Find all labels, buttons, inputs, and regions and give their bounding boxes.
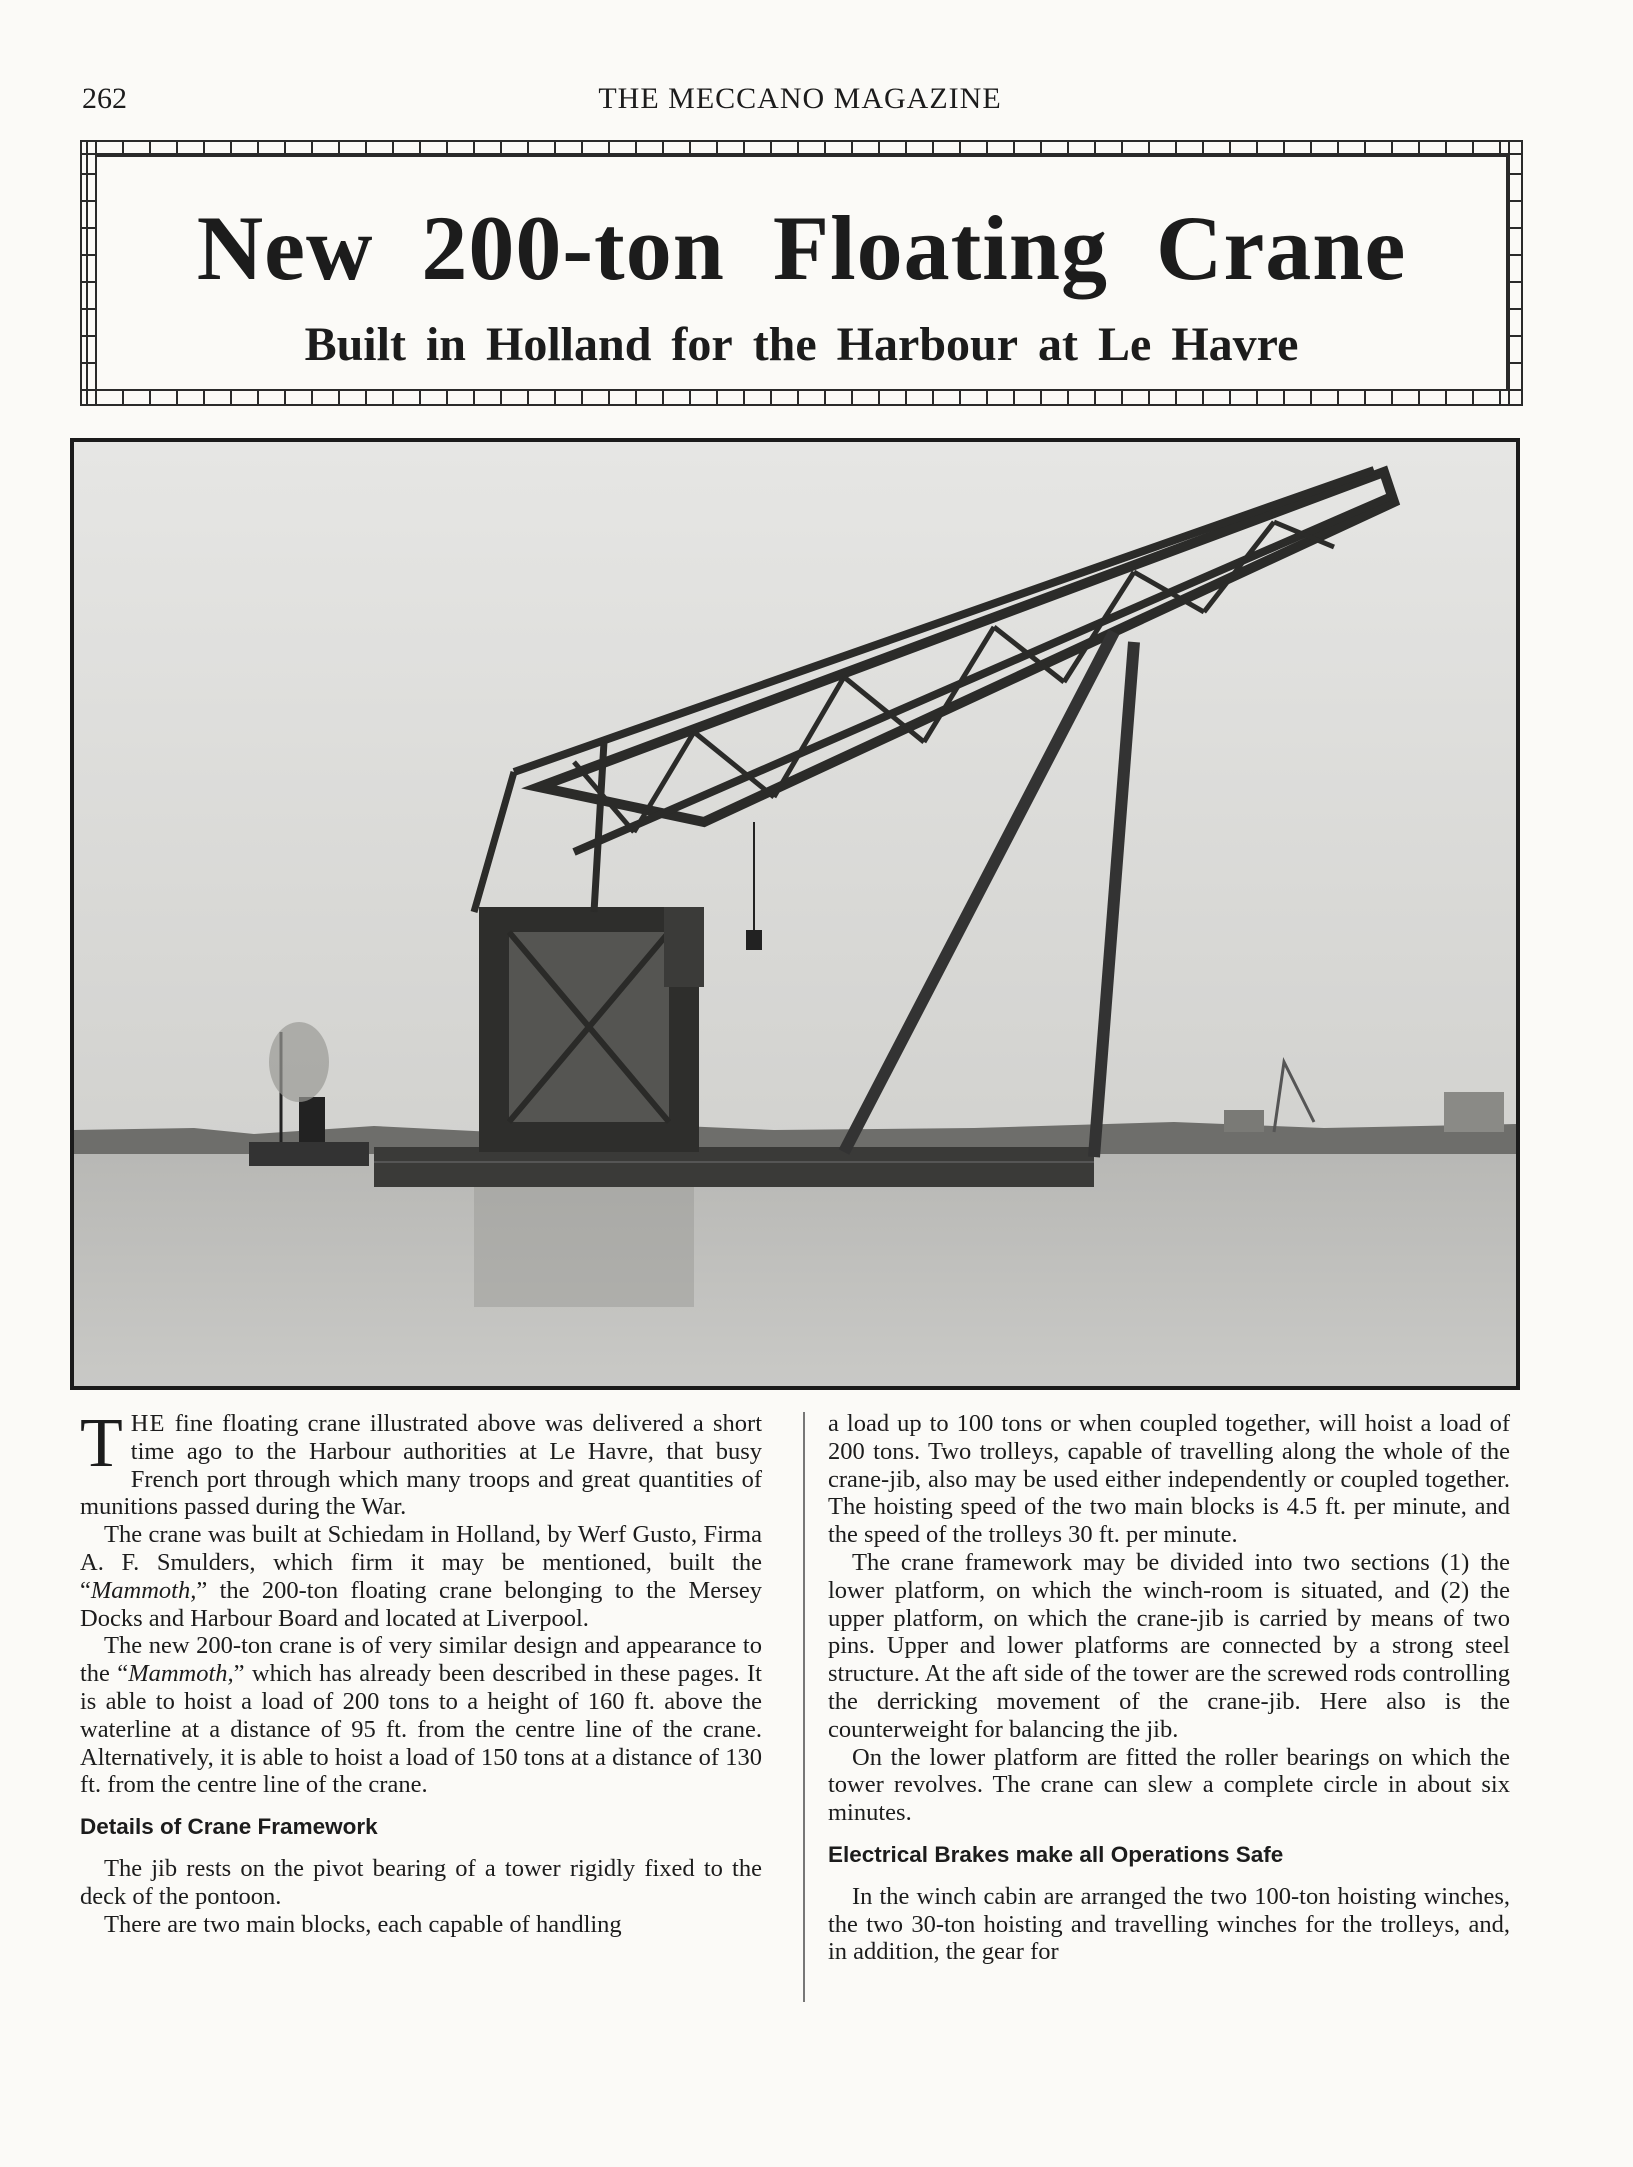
ship-name: Mammoth,: [90, 1576, 197, 1604]
running-head: [80, 82, 1520, 122]
subtitle-word: Built: [304, 318, 406, 371]
title-box: [80, 140, 1523, 406]
column-divider: [803, 1412, 805, 2002]
page-number: 262: [82, 82, 127, 115]
subtitle-word: Le: [1098, 318, 1152, 371]
subtitle-word: for: [671, 318, 733, 371]
title-word: New: [196, 197, 374, 299]
article-column-left: [80, 1405, 762, 1938]
crane-photo-image: [74, 442, 1516, 1386]
article-column-right: [828, 1410, 1510, 1966]
subtitle-word: in: [425, 318, 466, 371]
paragraph: a load up to 100 tons or when coupled together, will hoist a load of 200 tons. Two trolleys, capable of travelling along the whole of the crane-jib, also may be used either independently or coupled together. The hoisting speed of the two main blocks is 4.5 ft. per minute, and the speed of the trolleys 30 ft. per minute.: [828, 1410, 1510, 1549]
first-word: HE: [130, 1410, 166, 1437]
paragraph: The crane framework may be divided into two sections (1) the lower platform, on which the winch-room is situated, and (2) the upper platform, on which the crane-jib is carried by means of two pins. Upper and lower platforms are connected by a strong steel structure. At the aft side of the tower are the screwed rods controlling the derricking movement of the crane-jib. Here also is the counterweight for balancing the jib.: [828, 1548, 1510, 1743]
paragraph-text: fine floating crane illustrated above was delivered a short time ago to the Harbour authorities at Le Havre, that busy French port through which many troops and great quantities of munitions passed during the War.: [80, 1410, 762, 1521]
title-panel: [95, 155, 1508, 391]
paragraph-text: The crane was built at Schiedam in Holland, by Werf Gusto, Firma A. F. Smulders, which firm it may be mentioned, built the “: [80, 1521, 762, 1604]
section-heading: Details of Crane Framework: [80, 1814, 378, 1840]
paragraph-text: The new 200-ton crane is of very similar design and appearance to the “: [80, 1632, 762, 1688]
subtitle-word: Harbour: [836, 318, 1019, 371]
title-word: Floating: [772, 197, 1108, 299]
article-title: [97, 195, 1506, 301]
title-word: 200-ton: [421, 197, 725, 299]
section-heading: Electrical Brakes make all Operations Safe: [828, 1841, 1284, 1867]
drop-cap: T: [80, 1405, 123, 1482]
paragraph-text: ” the 200-ton floating crane belonging to the Mersey Docks and Harbour Board and located at Liverpool.: [80, 1576, 762, 1632]
title-word: Crane: [1156, 197, 1407, 299]
paragraph: On the lower platform are fitted the roller bearings on which the tower revolves. The crane can slew a complete circle in about six minutes.: [828, 1743, 1510, 1827]
paragraph-text: ” which has already been described in these pages. It is able to hoist a load of 200 tons to a height of 160 ft. above the waterline at a distance of 95 ft. from the centre line of the crane. Alternatively, it is able to hoist a load of 150 tons at a distance of 130 ft. from the centre line of the crane.: [80, 1660, 762, 1799]
ship-name: Mammoth,: [128, 1660, 234, 1688]
subtitle-word: Holland: [485, 318, 652, 371]
article-subtitle: [97, 317, 1506, 372]
paragraph: The jib rests on the pivot bearing of a tower rigidly fixed to the deck of the pontoon.: [80, 1854, 762, 1910]
subtitle-word: Havre: [1171, 318, 1299, 371]
paragraph: [80, 1632, 762, 1799]
paragraph: There are two main blocks, each capable of handling: [104, 1910, 622, 1938]
magazine-title: THE MECCANO MAGAZINE: [598, 82, 1002, 115]
paragraph: [80, 1521, 762, 1632]
paragraph: [80, 1405, 762, 1521]
subtitle-word: at: [1038, 318, 1078, 371]
subtitle-word: the: [752, 318, 817, 371]
crane-photograph: [70, 438, 1520, 1390]
paragraph: In the winch cabin are arranged the two 100-ton hoisting winches, the two 30-ton hoisting and travelling winches for the trolleys, and, in addition, the gear for: [828, 1882, 1510, 1966]
